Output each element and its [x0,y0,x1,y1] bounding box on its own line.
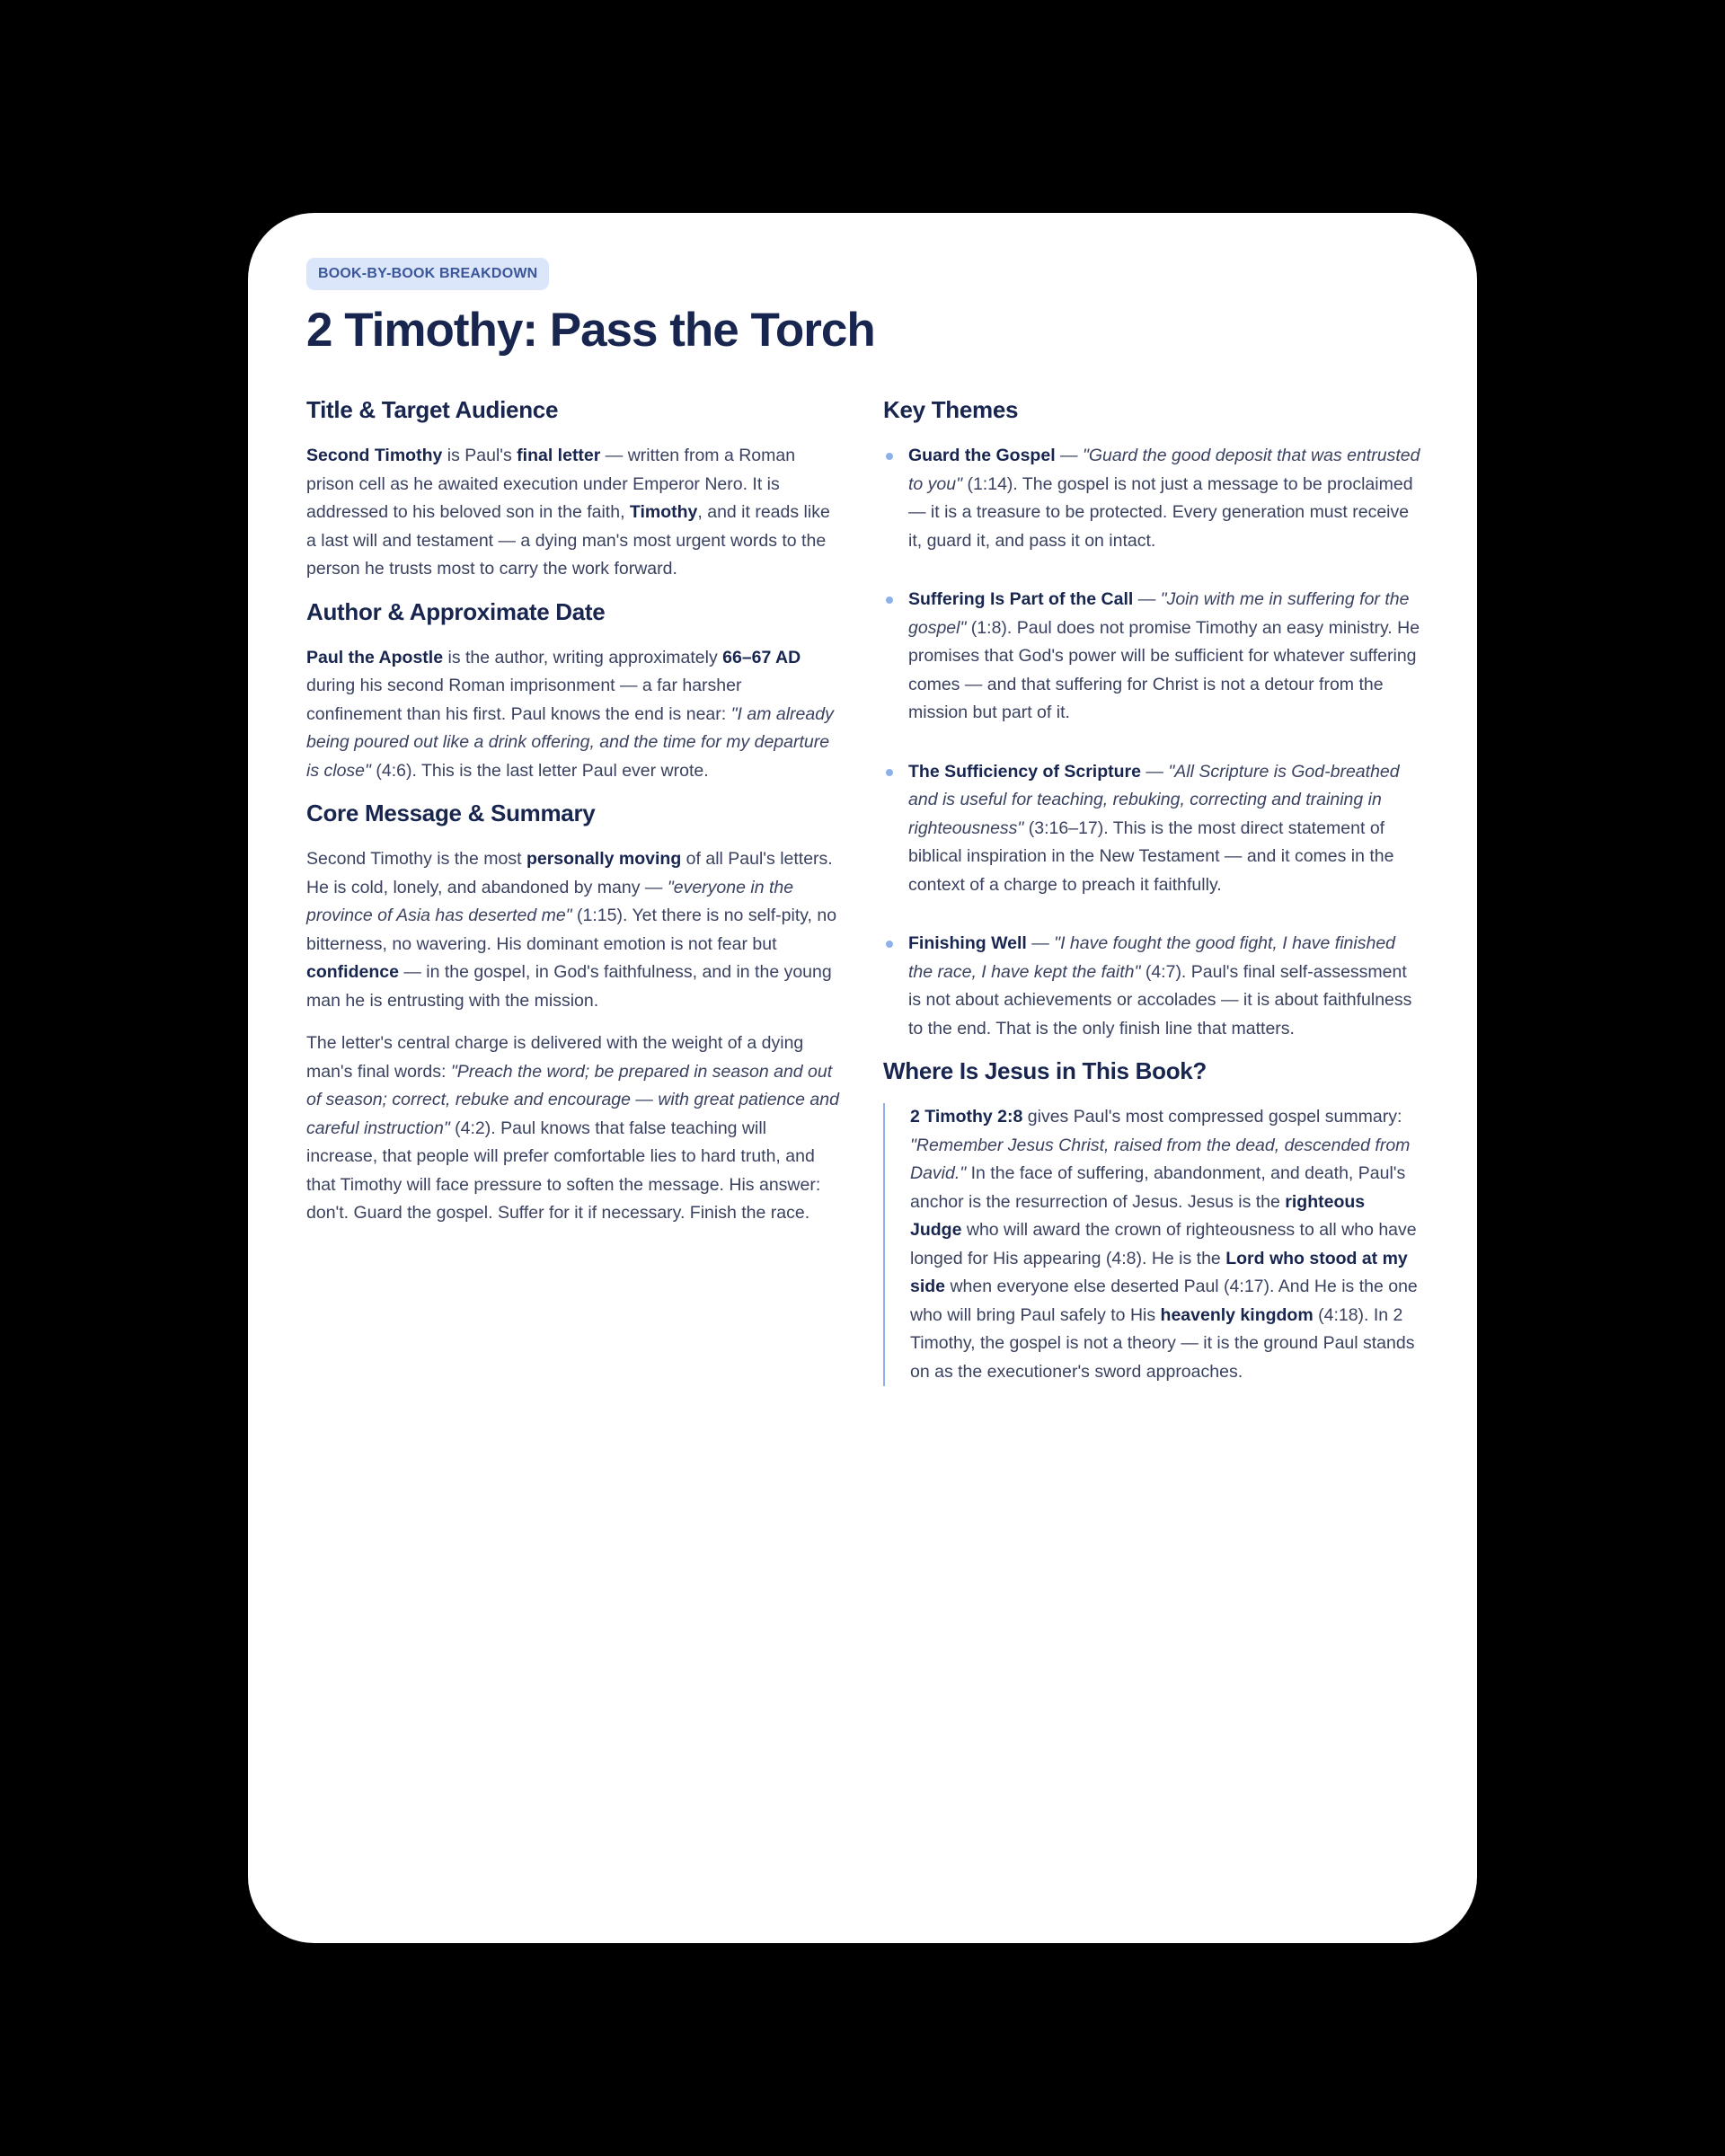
text: when everyone else deserted Paul (4:17). And He is the one who will bring Paul safely to His [910,1277,1418,1325]
text: of all Paul's letters. He is cold, lonely, and abandoned by many — [306,849,833,897]
theme-item [883,930,1420,1043]
jesus-paragraph [910,1103,1420,1386]
text: — [1055,446,1083,465]
text: (1:14). The gospel is not just a message to be proclaimed — it is a treasure to be protected. Every generation must receive it, guard it, and pass it on intact. [908,473,1413,551]
emphasis: righteous Judge [910,1191,1366,1240]
text: (3:16–17). This is the most direct statement of biblical inspiration in the New Testament — and it comes in the context of a charge to preach it faithfully. [908,817,1394,895]
emphasis: Lord who stood at my side [910,1248,1408,1296]
theme-title: The Sufficiency of Scripture [908,761,1141,782]
text: The letter's central charge is delivered with the weight of a dying man's final words: [306,1033,804,1082]
scripture-quote: "Preach the word; be prepared in season and out of season; correct, rebuke and encourage — with great patience and careful instruction" [306,1061,839,1138]
core-heading: Core Message & Summary [306,800,596,826]
scripture-quote: "Join with me in suffering for the gospel" [908,589,1410,638]
right-column [883,396,1420,1386]
scripture-quote: "everyone in the province of Asia has deserted me" [306,877,794,925]
scripture-quote: "I have fought the good fight, I have finished the race, I have kept the faith" [908,933,1396,982]
audience-heading: Title & Target Audience [306,396,559,423]
emphasis: 2 Timothy 2:8 [910,1107,1023,1127]
core-paragraph-1 [306,845,841,1015]
text: (4:7). Paul's final self-assessment is not about achievements or accolades — it is about faithfulness to the end. That is the only finish line that matters. [908,961,1412,1038]
emphasis: Timothy [629,502,698,522]
text: — [1133,589,1161,609]
theme-title: Guard the Gospel [908,446,1056,465]
themes-heading: Key Themes [883,396,1019,423]
text: , and it reads like a last will and testament — a dying man's most urgent words to the person he trusts most to carry the work forward. [306,502,830,579]
text: In the face of suffering, abandonment, and death, Paul's anchor is the resurrection of Jesus. Jesus is the [910,1163,1406,1212]
theme-title: Suffering Is Part of the Call [908,589,1134,609]
emphasis: Second Timothy [306,446,443,465]
theme-title: Finishing Well [908,933,1027,953]
emphasis: Paul the Apostle [306,647,444,667]
text: (1:15). Yet there is no self-pity, no bitterness, no wavering. His dominant emotion is not fear but [306,906,837,954]
theme-text [908,930,1420,1043]
scripture-quote: "All Scripture is God-breathed and is useful for teaching, rebuking, correcting and training in righteousness" [908,761,1400,838]
theme-item [883,442,1420,555]
text: — written from a Roman prison cell as he awaited execution under Emperor Nero. It is addressed to his beloved son in the faith, [306,446,796,522]
text: is the author, writing approximately [443,647,723,667]
jesus-heading: Where Is Jesus in This Book? [883,1057,1208,1084]
theme-text [908,586,1420,728]
text: — [1026,933,1055,953]
bullet-dot-icon [886,453,893,460]
text: during his second Roman imprisonment — a far harsher confinement than his first. Paul knows the end is near: [306,676,742,724]
emphasis: personally moving [526,849,682,869]
text: (4:6). This is the last letter Paul ever wrote. [370,760,709,781]
text: Second Timothy is the most [306,849,526,869]
text: (4:2). Paul knows that false teaching will increase, that people will prefer comfortable lies to hard truth, and that Timothy will face pressure to soften the message. His answer: don't. Guard the gospel. Suffer for it if necessary. Finish the race. [306,1118,821,1223]
theme-text [908,758,1420,900]
text: who will award the crown of righteousness to all who have longed for His appearing (4:8). He is the [910,1220,1417,1268]
scripture-quote: "Guard the good deposit that was entrusted to you" [908,446,1420,494]
emphasis: final letter [517,446,601,465]
left-column [306,396,841,1228]
bullet-dot-icon [886,596,893,604]
page-card [248,213,1477,1943]
text: (1:8). Paul does not promise Timothy an easy ministry. He promises that God's power will be sufficient for whatever suffering comes — and that suffering for Christ is not a detour from the mission but part of it. [908,617,1420,722]
theme-item [883,586,1420,728]
text: — [1140,761,1169,782]
core-paragraph-2 [306,1029,841,1228]
audience-paragraph [306,442,841,584]
page-title: 2 Timothy: Pass the Torch [306,304,875,357]
author-heading: Author & Approximate Date [306,597,606,625]
text: is Paul's [442,446,518,465]
scripture-quote: "Remember Jesus Christ, raised from the dead, descended from David." [910,1135,1411,1183]
text: gives Paul's most compressed gospel summary: [1022,1107,1402,1127]
theme-item [883,758,1420,900]
author-paragraph [306,644,841,786]
category-badge: BOOK-BY-BOOK BREAKDOWN [306,258,549,290]
emphasis: heavenly kingdom [1160,1304,1314,1325]
emphasis: confidence [306,962,399,982]
jesus-callout [883,1103,1420,1386]
emphasis: 66–67 AD [722,647,801,667]
bullet-dot-icon [886,769,893,776]
scripture-quote: "I am already being poured out like a drink offering, and the time for my departure is close" [306,703,834,781]
text: (4:18). In 2 Timothy, the gospel is not a theory — it is the ground Paul stands on as the executioner's sword approaches. [910,1304,1415,1382]
text: — in the gospel, in God's faithfulness, and in the young man he is entrusting with the mission. [306,962,832,1011]
bullet-dot-icon [886,941,893,948]
theme-text [908,442,1420,555]
